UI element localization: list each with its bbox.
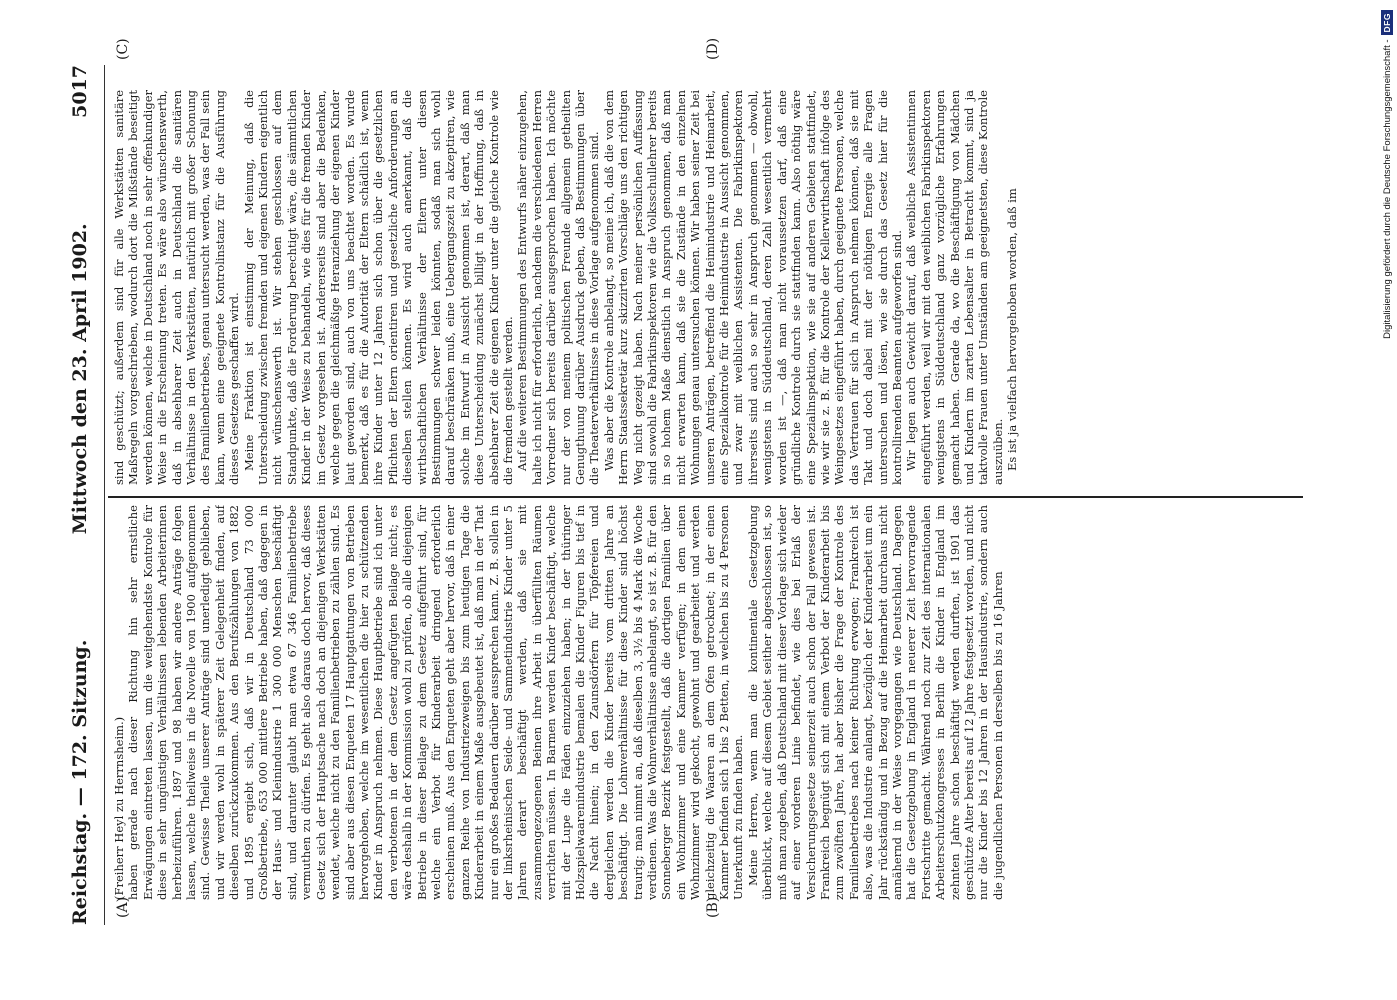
margin-mark-b: (B) xyxy=(705,896,721,918)
header-left: Reichstag. — 172. Sitzung. xyxy=(69,639,91,925)
header-rule xyxy=(104,65,105,925)
dfg-logo: DFG xyxy=(1381,10,1393,35)
page-header xyxy=(60,65,100,925)
paragraph: Es ist ja vielfach hervorgehoben worden, daß im xyxy=(1005,188,1020,471)
dfg-credit xyxy=(1380,0,1394,1000)
dfg-sponsor-strip xyxy=(1377,0,1397,1000)
paragraph: Meine Fraktion ist einstimmig der Meinung, daß die Unterscheidung zwischen fremden und eigenen Kindern eigentlich nicht wünschenswerth ist. Wir stehen geschlossen auf dem Standpunkte, daß die Forderung berechtigt wäre, die sämmtlichen Kinder in der Weise zu behandeln, wie dies für die fremden Kinder im Gesetz vorgesehen ist. Andererseits sind aber die Bedenken, welche gegen die gleichmäßige Heranziehung der eigenen Kinder laut geworden sind, auch von uns beachtet worden. Es wurde bemerkt, daß es für die Autorität der Eltern schädlich ist, wenn ihre Kinder unter 12 Jahren sich schon über die gesetzlichen Pflichten der Eltern orientiren und gesetzliche Anforderungen an dieselben stellen können. Es wird auch anerkannt, daß die wirthschaftlichen Verhältnisse der Eltern unter diesen Bestimmungen schwer leiden könnten, sodaß man sich wohl darauf beschränken muß, eine Uebergangszeit zu akzeptiren, wie solche im Entwurf in Aussicht genommen ist, derart, daß man diese Unterscheidung zunächst billigt in der Hoffnung, daß in absehbarer Zeit die eigenen Kinder unter die gleiche Kontrole wie die fremden gestellt werden. xyxy=(241,90,515,485)
dfg-credit-text: Digitalisierung gefördert durch die Deutsche Forschungsgemeinschaft - xyxy=(1381,39,1393,339)
page-number: 5017 xyxy=(69,65,91,118)
right-column xyxy=(112,90,1297,485)
paragraph: haben gerade nach dieser Richtung hin sehr ernstliche Erwägungen eintreten lassen, um die weitgehendste Kontrole für diese in sehr ungünstigen Verhältnissen lebenden Arbeiterinnen herbeizuführen. 1897 und 98 haben wir andere Anträge folgen lassen, welche theilweise in die Novelle von 1900 aufgenommen sind. Gewisse Theile unserer Anträge sind unerledigt geblieben, und wir werden wohl in späterer Zeit Gelegenheit finden, auf dieselben zurückzukommen. Aus den Berufszählungen von 1882 und 1895 ergiebt sich, daß wir in Deutschland 73 000 Großbetriebe, 653 000 mittlere Betriebe haben, daß dagegen in der Haus- und Kleinindustrie 1 300 000 Menschen beschäftigt sind, und darunter glaubt man etwa 67 346 Familienbetriebe vermuthen zu dürfen. Es geht also daraus doch hervor, daß dieses Gesetz sich der Hauptsache nach doch an diejenigen Werkstätten wendet, welche nicht zu den Familienbetrieben zu zählen sind. Es sind aber aus diesen Enqueten 17 Hauptgattungen von Betrieben hervorgehoben, welche im wesentlichen die hier zu schützenden Kinder in Anspruch nehmen. Diese Hauptbetriebe sind ich unter den verbotenen in der dem Gesetz angefügten Beilage nicht; es wäre deshalb in der Kommission wohl zu prüfen, ob alle diejenigen Betriebe in dieser Beilage zu dem Gesetz aufgeführt sind, für welche ein Verbot für Kinderarbeit dringend erforderlich erscheinen muß. Aus den Enqueten geht aber hervor, daß in einer ganzen Reihe von Industriezweigen bis zum heutigen Tage die Kinderarbeit in einem Maße ausgebeutet ist, daß man in der That nur ein großes Bedauern darüber aussprechen kann. Z. B. sollen in der linksrheinischen Seide- und Sammetindustrie Kinder unter 5 Jahren derart beschäftigt werden, daß sie mit zusammengezogenen Beinen ihre Arbeit in überfüllten Räumen verrichten müssen. In Barmen werden Kinder beschäftigt, welche mit der Lupe die Fäden einzuziehen haben; in der thüringer Holzspielwaarenindustrie bemalen die Kinder Figuren bis tief in die Nacht hinein; in den Zaunsdörfern für Töpfereien und dergleichen werden die Kinder bereits vom dritten Jahre an beschäftigt. Die Lohnverhältnisse für diese Kinder sind höchst traurig; man nimmt an, daß dieselben 3, 3½ bis 4 Mark die Woche verdienen. Was die Wohnverhältnisse anbelangt, so ist z. B. für den Sonneberger Bezirk festgestellt, daß die dortigen Familien über ein Wohnzimmer und eine Kammer verfügen; in dem einen Wohnzimmer wird gekocht, gewohnt und gearbeitet und werden gleichzeitig die Waaren an dem Ofen getrocknet; in der einen Kammer befinden sich 1 bis 2 Betten, in welchen bis zu 4 Personen Unterkunft zu finden haben. xyxy=(126,505,746,900)
paragraph: sind geschützt; außerdem sind für alle Werkstätten sanitäre Maßregeln vorgeschrieben, wodurch dort die Mißstände beseitigt werden können, welche in Deutschland noch in sehr offenkundiger Weise in die Erscheinung treten. Es wäre also wünschenswerth, daß in absehbarer Zeit auch in Deutschland die sanitären Verhältnisse in den Werkstätten, natürlich mit großer Schonung des Familienbetriebes, genau untersucht werden, was der Fall sein kann, wenn eine geeignete Kontrolinstanz für die Ausführung dieses Gesetzes geschaffen wird. xyxy=(112,90,242,485)
left-column xyxy=(112,505,1297,900)
paragraph: Was aber die Kontrole anbelangt, so meine ich, daß die von dem Herrn Staatssekretär kurz skizzirten Vorschläge uns den richtigen Weg nicht gezeigt haben. Nach meiner persönlichen Auffassung sind sowohl die Fabrikinspektoren wie die Volksschullehrer bereits in so hohem Maße dienstlich in Anspruch genommen, daß man nicht erwarten kann, daß sie die Zustände in den einzelnen Wohnungen genau untersuchen können. Wir haben seiner Zeit bei unseren Anträgen, betreffend die Heimindustrie und Heimarbeit, eine Spezialkontrole für die Heimindustrie in Aussicht genommen, und zwar mit weiblichen Assistenten. Die Fabrikinspektoren ihrerseits sind auch so sehr in Anspruch genommen — obwohl, wenigstens in Süddeutschland, deren Zahl wesentlich vermehrt worden ist —, daß man nicht voraussetzen darf, daß eine gründliche Kontrole durch sie stattfinden kann. Also nöthig wäre eine Spezialinspektion, wie sie auf anderen Gebieten stattfindet, wie wir sie z. B. für die Kontrole der Kellerwirthschaft infolge des Weingesetzes eingeführt haben, durch geeignete Personen, welche das Vertrauen für sich in Anspruch nehmen können, daß sie mit Takt und doch dabei mit der nöthigen Energie alle Fragen untersuchen und lösen, wie sie durch das Gesetz hier für die kontrollirenden Beamten aufgeworfen sind. xyxy=(601,90,904,485)
header-date: Mittwoch den 23. April 1902. xyxy=(69,223,91,535)
paragraph: Wir legen auch Gewicht darauf, daß weibliche Assistentinnen eingeführt werden, weil wir mit den weiblichen Fabrikinspektoren wenigstens in Süddeutschland ganz vorzügliche Erfahrungen gemacht haben. Gerade da, wo die Beschäftigung von Mädchen und Kindern im zarten Lebensalter in Betracht kommt, sind ja taktvolle Frauen unter Umständen am geeignetsten, diese Kontrole auszuüben. xyxy=(904,90,1005,485)
margin-mark-d: (D) xyxy=(705,37,721,60)
speaker-label: (Freiherr Heyl zu Herrnsheim.) xyxy=(112,716,126,900)
column-divider xyxy=(108,496,1303,498)
margin-mark-a: (A) xyxy=(115,896,131,918)
paragraph: Auf die weiteren Bestimmungen des Entwurfs näher einzugehen, halte ich nicht für erforderlich, nachdem die verschiedenen Herren Vorredner sich bereits darüber ausgesprochen haben. Ich möchte nur der von meinem politischen Freunde allgemein getheilten Genugthuung darüber Ausdruck geben, daß Bestimmungen über die Theaterverhältnisse in diese Vorlage aufgenommen sind. xyxy=(515,90,602,485)
paragraph: Meine Herren, wenn man die kontinentale Gesetzgebung überblickt, welche auf diesem Gebiet seither abgeschlossen ist, so muß man zugeben, daß Deutschland mit dieser Vorlage sich wieder auf einer vorderen Linie befindet, wie dies bei Erlaß der Versicherungsgesetze seinerzeit auch schon der Fall gewesen ist. Frankreich begnügt sich mit einem Verbot der Kinderarbeit bis zum zwölften Jahre, hat aber bisher die Frage der Kontrole des Familienbetriebes nach keiner Richtung erwogen; Frankreich ist also, was die Industrie anlangt, bezüglich der Kinderarbeit um ein Jahr rückständig und in Bezug auf die Heimarbeit durchaus nicht annähernd in der Weise vorgegangen wie Deutschland. Dagegen hat die Gesetzgebung in England in neuerer Zeit hervorragende Fortschritte gemacht. Während noch zur Zeit des internationalen Arbeiterschutzkongresses in Berlin die Kinder in England im zehnten Jahre schon beschäftigt werden durften, ist 1901 das geschützte Alter bereits auf 12 Jahre festgesetzt worden, und nicht nur die Kinder bis 12 Jahren in der Hausindustrie, sondern auch die jugendlichen Personen in derselben bis zu 16 Jahren xyxy=(745,505,1005,900)
margin-mark-c: (C) xyxy=(115,38,131,60)
